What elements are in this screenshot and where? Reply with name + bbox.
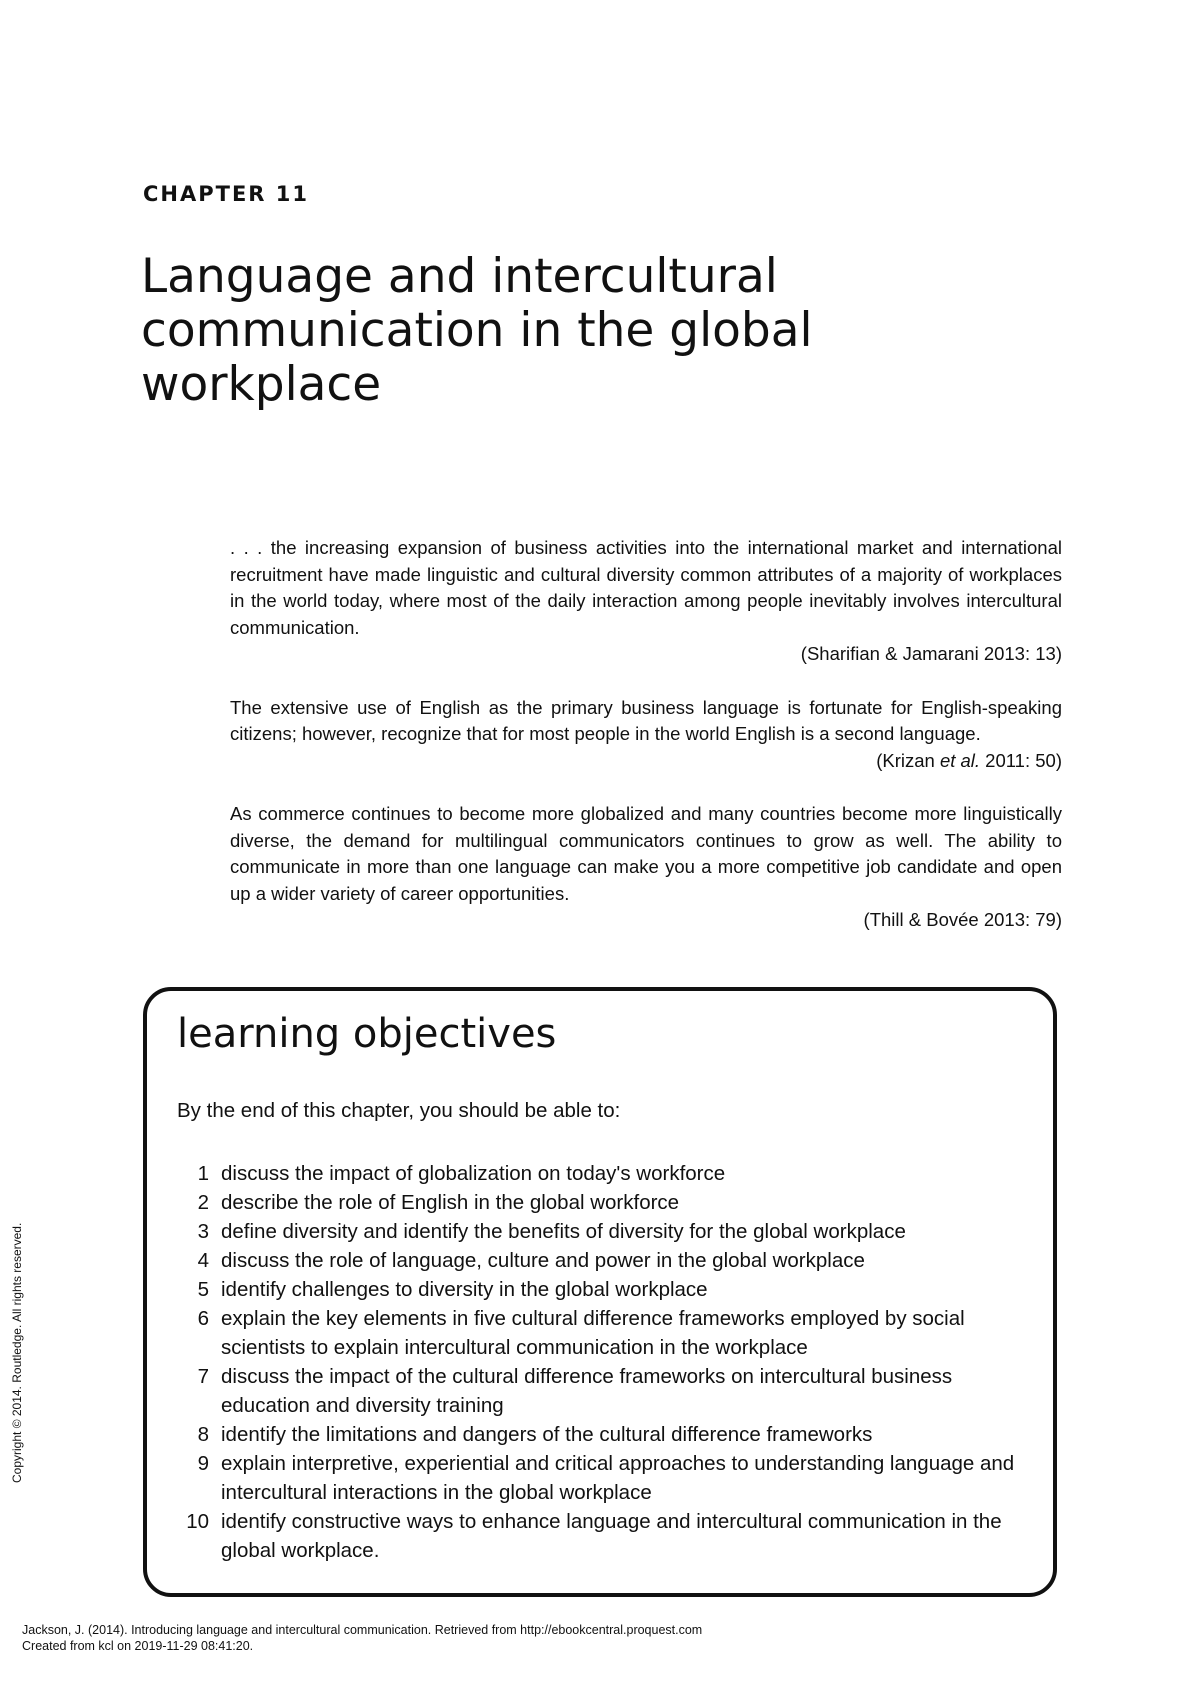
objectives-list bbox=[177, 1159, 1027, 1565]
chapter-label: CHAPTER 11 bbox=[143, 182, 310, 206]
objective-item bbox=[177, 1188, 1027, 1217]
epigraph-quote: As commerce continues to become more globalized and many countries become more linguistically diverse, the demand for multilingual communicators continues to grow as well. The ability to communicate in more than one language can make you a more competitive job candidate and open up a wider variety of career opportunities. bbox=[230, 803, 1062, 904]
objective-number: 4 bbox=[197, 1249, 209, 1272]
footer-citation: Jackson, J. (2014). Introducing language and intercultural communication. Retrieved from http://ebookcentral.proquest.com bbox=[22, 1623, 703, 1637]
objective-item bbox=[177, 1275, 1027, 1304]
epigraph-quote: The extensive use of English as the primary business language is fortunate for English-speaking citizens; however, recognize that for most people in the world English is a second language. bbox=[230, 696, 1062, 744]
objective-item bbox=[177, 1449, 1027, 1507]
epigraphs bbox=[230, 535, 1062, 961]
objective-text: describe the role of English in the global workforce bbox=[221, 1191, 680, 1214]
citation-year: 2011: 50) bbox=[980, 749, 1062, 771]
chapter-title: Language and intercultural communication in the global workplace bbox=[141, 249, 813, 412]
learning-objectives-box bbox=[143, 987, 1057, 1597]
footer-created: Created from kcl on 2019-11-29 08:41:20. bbox=[22, 1639, 254, 1653]
objective-number: 1 bbox=[197, 1162, 209, 1185]
objectives-title: learning objectives bbox=[177, 1011, 557, 1057]
epigraph-citation: (Thill & Bovée 2013: 79) bbox=[863, 909, 1062, 930]
objective-number: 6 bbox=[197, 1307, 209, 1330]
objective-text: identify the limitations and dangers of the cultural difference frameworks bbox=[221, 1423, 873, 1446]
objective-text: define diversity and identify the benefits of diversity for the global workplace bbox=[221, 1220, 906, 1243]
objective-number: 3 bbox=[197, 1220, 209, 1243]
objective-item bbox=[177, 1507, 1027, 1565]
epigraph bbox=[230, 695, 1062, 775]
objective-number: 8 bbox=[197, 1423, 209, 1446]
epigraph-quote: . . . the increasing expansion of business activities into the international market and international recruitment have made linguistic and cultural diversity common attributes of a majority of workplaces in the world today, where most of the daily interaction among people inevitably involves intercultural communication. bbox=[230, 537, 1062, 638]
objective-text: explain interpretive, experiential and critical approaches to understanding language and intercultural interactions in the global workplace bbox=[221, 1452, 1015, 1504]
objective-item bbox=[177, 1159, 1027, 1188]
citation-etal: et al. bbox=[939, 749, 981, 771]
objective-text: discuss the role of language, culture and power in the global workplace bbox=[221, 1249, 865, 1272]
epigraph bbox=[230, 535, 1062, 668]
citation-author: (Krizan bbox=[876, 749, 940, 771]
objective-text: discuss the impact of globalization on today's workforce bbox=[221, 1162, 726, 1185]
objective-number: 7 bbox=[197, 1365, 209, 1388]
objective-item bbox=[177, 1362, 1027, 1420]
epigraph-citation bbox=[230, 748, 1062, 775]
objective-item bbox=[177, 1420, 1027, 1449]
objective-item bbox=[177, 1304, 1027, 1362]
objective-number: 2 bbox=[197, 1191, 209, 1214]
objective-text: discuss the impact of the cultural difference frameworks on intercultural business education and diversity training bbox=[221, 1365, 953, 1417]
copyright-notice: Copyright © 2014. Routledge. All rights reserved. bbox=[10, 1222, 24, 1483]
objective-number: 9 bbox=[197, 1452, 209, 1475]
objective-text: explain the key elements in five cultural difference frameworks employed by social scientists to explain intercultural communication in the workplace bbox=[221, 1307, 965, 1359]
objective-number: 10 bbox=[186, 1510, 209, 1533]
epigraph bbox=[230, 801, 1062, 934]
objective-number: 5 bbox=[197, 1278, 209, 1301]
objective-text: identify constructive ways to enhance language and intercultural communication in the global workplace. bbox=[221, 1510, 1002, 1562]
objective-item bbox=[177, 1246, 1027, 1275]
epigraph-citation: (Sharifian & Jamarani 2013: 13) bbox=[800, 643, 1062, 664]
objectives-intro: By the end of this chapter, you should be able to: bbox=[177, 1099, 621, 1122]
page-footer bbox=[22, 1622, 702, 1654]
objective-item bbox=[177, 1217, 1027, 1246]
objective-text: identify challenges to diversity in the global workplace bbox=[221, 1278, 708, 1301]
